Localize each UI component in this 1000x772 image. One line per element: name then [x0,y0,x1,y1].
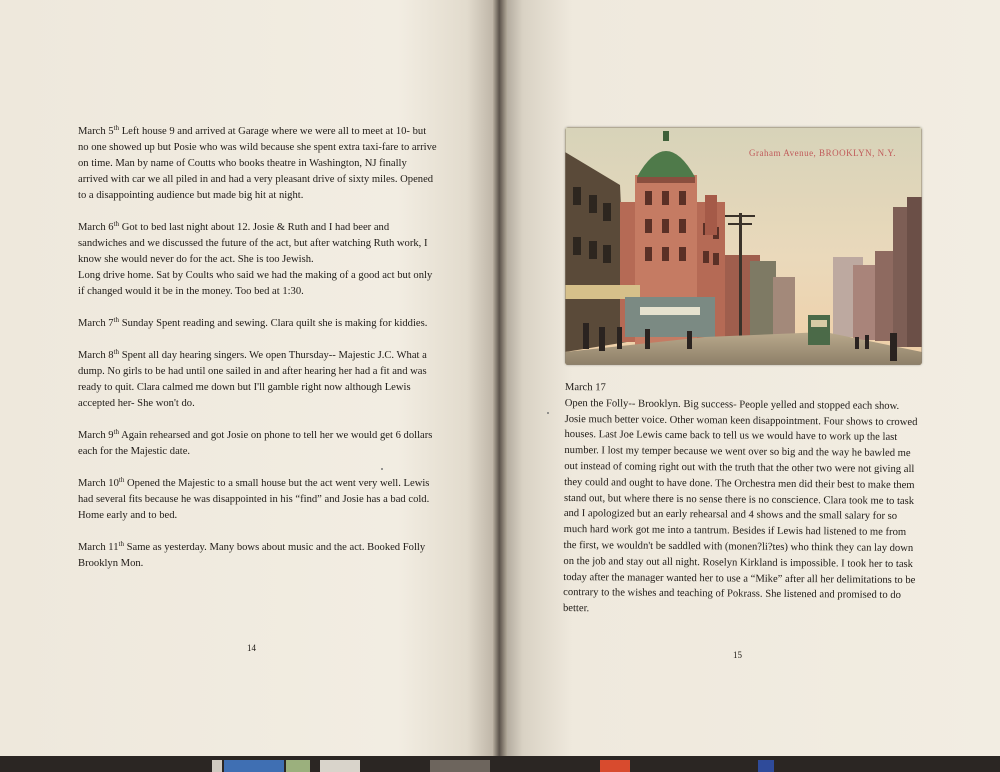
paper-speck [381,468,383,470]
entry-text-continued: Long drive home. Sat by Coults who said we had the making of a good act but only if changed would it be in the money. Too bed at 1:30. [78,270,433,297]
diary-entry-march-7: March 7th Sunday Spent reading and sewing. Clara quilt she is making for kiddies. [78,316,428,329]
entry-text: Got to bed last night about 12. Josie & Ruth and I had beer and sandwiches and we discussed the future of the act, but after watching Ruth work, I know she would never do for the act. She is too Jewish. [78,222,428,265]
entry-date: March 9 [78,430,114,441]
diary-entry-march-5: March 5th Left house 9 and arrived at Garage where we were all to meet at 10- but no one showed up but Posie who was wild because she spent extra taxi-fare to arrive on time. Man by name of Coutts who books theatre in Washington, NJ finally arrived with car we all piled in and had a very pleasant drive of sixty miles. Opened to a disappointing audience but made big hit at night. [78,124,437,201]
entry-date: March 10 [78,478,119,489]
entry-date: March 6 [78,222,114,233]
page-number-right: 15 [733,650,742,660]
postcard-caption: Graham Avenue, BROOKLYN, N.Y. [749,148,896,158]
entry-text: Spent all day hearing singers. We open Thursday-- Majestic J.C. What a dump. No girls to be had until one sailed in and after hearing her had a fit and was ready to quit. Clara calmed me down but I'll gamble right now although Lewis accepted her- She won't do. [78,350,427,409]
postcard-image [565,127,922,365]
page-number-left: 14 [247,643,256,653]
street-scene-illustration [565,127,922,365]
entry-text: Opened the Majestic to a small house but the act went very well. Lewis had several fits because he was disappointed in his “find” and Josie has a bad cold. Home early and to bed. [78,478,430,521]
diary-entry-march-9: March 9th Again rehearsed and got Josie on phone to tell her we would get 6 dollars each for the Majestic date. [78,428,433,457]
diary-entry-march-10: March 10th Opened the Majestic to a small house but the act went very well. Lewis had several fits because he was disappointed in his “find” and Josie has a bad cold. Home early and to bed. [78,476,430,521]
diary-entry-march-8: March 8th Spent all day hearing singers. We open Thursday-- Majestic J.C. What a dump. No girls to be had until one sailed in and after hearing her had a fit and was ready to quit. Clara calmed me down but I'll gamble right now although Lewis accepted her- She won't do. [78,348,427,409]
entry-date: March 11 [78,542,119,553]
left-page [0,0,497,760]
scanner-bed-edge [0,756,1000,772]
entry-date: March 17 [564,381,606,394]
paper-speck [547,412,549,414]
entry-date: March 7 [78,318,114,329]
entry-text: Same as yesterday. Many bows about music and the act. Booked Folly Brooklyn Mon. [78,542,426,569]
diary-entry-march-6: March 6th Got to bed last night about 12. Josie & Ruth and I had beer and sandwiches and we discussed the future of the act, but after watching Ruth work, I know she would never do for the act. She is too Jewish. Long drive home. Sat by Coults who said we had the making of a good act but only if changed would it be in the money. Too bed at 1:30. [78,220,438,300]
entry-text: Open the Folly-- Brooklyn. Big success- People yelled and stopped each show. Josie much better voice. Other woman keen disappointment. Four shows to crowed houses. Last Joe Lewis came back to tell us we would have to work up the last number. I lost my temper because we went over so big and the way he bawled me out instead of coming right out with the truth that the other two were not giving all they could and ought to have done. The Orchestra men did their best to make them stand out, but where there is no sense there is no conscience. Clara took me to task and I apologized but an early rehearsal and 4 shows and the small salary for so much hard work got me into a tantrum. Besides if Lewis had listened to me from the first, we wouldn't be saddled with (monen?li?tes) who think they can lay down on the job and stay out all night. Roselyn Kirkland is impossible. I took her to task today after the manager wanted her to use a “Mike” after all her delimitations to be contrary to the wishes and teaching of Pokrass. She listened and promised to do better. [562,397,918,615]
diary-entry-march-17 [563,380,923,620]
entry-text: Sunday Spent reading and sewing. Clara quilt she is making for kiddies. [119,318,428,329]
entry-text: Again rehearsed and got Josie on phone to tell her we would get 6 dollars each for the Majestic date. [78,430,433,457]
diary-entry-march-11: March 11th Same as yesterday. Many bows about music and the act. Booked Folly Brooklyn Mon. [78,540,426,569]
entry-date: March 5 [78,126,114,137]
entry-text: Left house 9 and arrived at Garage where we were all to meet at 10- but no one showed up but Posie who was wild because she spent extra taxi-fare to arrive on time. Man by name of Coutts who books theatre in Washington, NJ finally arrived with car we all piled in and had a very pleasant drive of sixty miles. Opened to a disappointing audience but made big hit at night. [78,126,437,201]
book-gutter [493,0,507,760]
diary-entries-left [78,124,438,588]
entry-date: March 8 [78,350,114,361]
